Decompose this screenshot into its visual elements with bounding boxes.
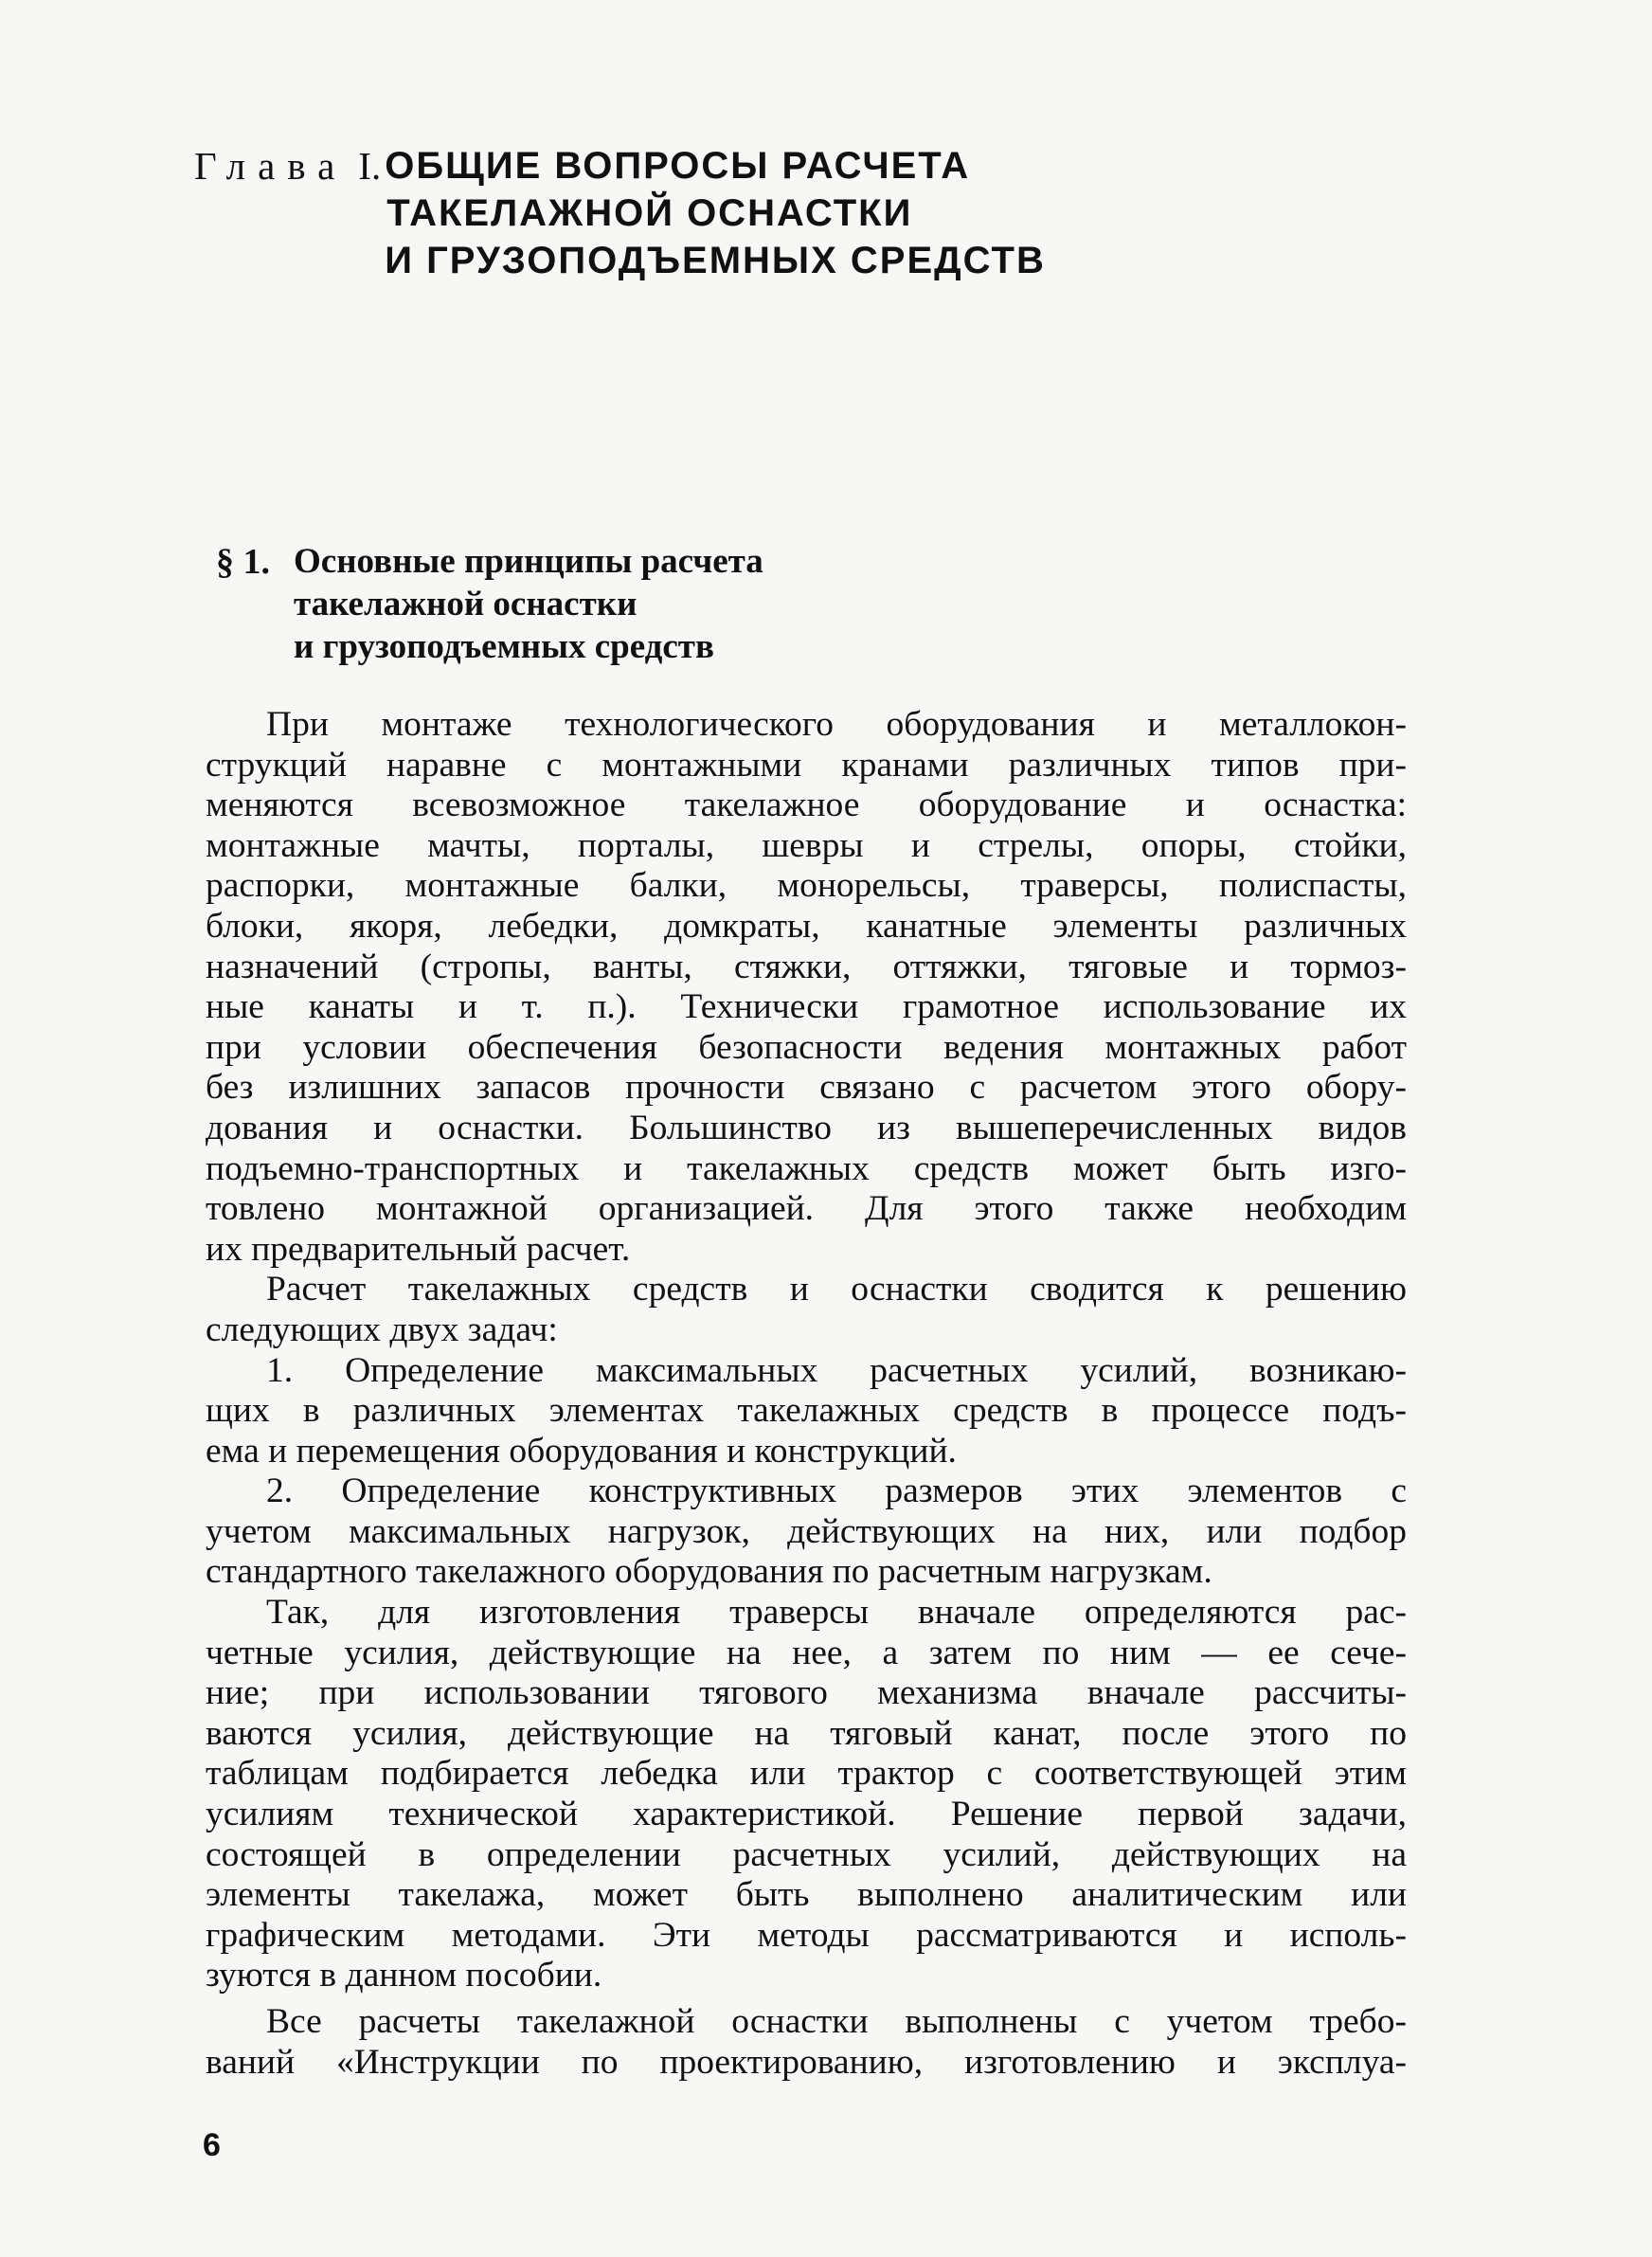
- paragraph: [206, 1351, 1407, 1472]
- text-line: блоки, якоря, лебедки, домкраты, канатные элементы различных: [206, 906, 1407, 946]
- text-line: меняются всевозможное такелажное оборудование и оснастка:: [206, 785, 1407, 825]
- text-line: назначений (стропы, ванты, стяжки, оттяжки, тяговые и тормоз-: [206, 947, 1407, 986]
- text-line: товлено монтажной организацией. Для этого также необходим: [206, 1189, 1407, 1229]
- section-heading: [216, 540, 974, 668]
- text-line: 2. Определение конструктивных размеров этих элементов с: [266, 1472, 1407, 1511]
- section-title-line: Основные принципы расчета: [294, 542, 763, 581]
- section-mark: § 1.: [216, 542, 270, 582]
- text-line: монтажные мачты, порталы, шевры и стрелы, опоры, стойки,: [206, 825, 1407, 865]
- text-line: зуются в данном пособии.: [206, 1956, 602, 1995]
- paragraph: [206, 1270, 1407, 1350]
- text-line: таблицам подбирается лебедка или трактор с соответствующей этим: [206, 1754, 1407, 1794]
- body-text: [206, 705, 1407, 2083]
- text-line: дования и оснастки. Большинство из вышеперечисленных видов: [206, 1108, 1407, 1147]
- paragraph: [206, 2002, 1407, 2083]
- chapter-title-line: ТАКЕЛАЖНОЙ ОСНАСТКИ: [386, 192, 913, 234]
- text-line: подъемно-транспортных и такелажных средств может быть изго-: [206, 1148, 1407, 1188]
- section-title: [294, 540, 763, 668]
- text-line: ваются усилия, действующие на тяговый канат, после этого по: [206, 1713, 1407, 1753]
- text-line: графическим методами. Эти методы рассматриваются и исполь-: [206, 1915, 1407, 1955]
- text-line: без излишних запасов прочности связано с расчетом этого обору-: [206, 1068, 1407, 1108]
- chapter-title-line: ОБЩИЕ ВОПРОСЫ РАСЧЕТА: [385, 145, 971, 187]
- text-line: При монтаже технологического оборудования и металлокон-: [266, 705, 1407, 744]
- chapter-label: Глава: [194, 144, 348, 188]
- text-line: распорки, монтажные балки, монорельсы, траверсы, полиспасты,: [206, 866, 1407, 906]
- text-line: усилиям технической характеристикой. Решение первой задачи,: [206, 1795, 1407, 1834]
- page-number: 6: [203, 2127, 221, 2163]
- text-line: ные канаты и т. п.). Технически грамотное использование их: [206, 987, 1407, 1027]
- paragraph: [206, 1472, 1407, 1593]
- chapter-heading: [194, 142, 1426, 284]
- section-title-line: и грузоподъемных средств: [294, 627, 714, 666]
- chapter-title-line: И ГРУЗОПОДЪЕМНЫХ СРЕДСТВ: [385, 240, 1046, 281]
- text-line: Расчет такелажных средств и оснастки сводится к решению: [266, 1270, 1407, 1309]
- text-line: Так, для изготовления траверсы вначале определяются рас-: [266, 1593, 1407, 1633]
- chapter-title: [385, 142, 1046, 284]
- text-line: щих в различных элементах такелажных средств в процессе подъ-: [206, 1391, 1407, 1431]
- text-line: стандартного такелажного оборудования по расчетным нагрузкам.: [206, 1552, 1212, 1592]
- text-line: при условии обеспечения безопасности ведения монтажных работ: [206, 1027, 1407, 1067]
- section-title-line: такелажной оснастки: [294, 585, 637, 623]
- text-line: 1. Определение максимальных расчетных усилий, возникаю-: [266, 1350, 1407, 1390]
- text-line: струкций наравне с монтажными кранами различных типов при-: [206, 745, 1407, 785]
- text-line: их предварительный расчет.: [206, 1229, 631, 1269]
- text-line: учетом максимальных нагрузок, действующих на них, или подбор: [206, 1511, 1407, 1551]
- text-line: состоящей в определении расчетных усилий, действующих на: [206, 1834, 1407, 1874]
- text-line: четные усилия, действующие на нее, а затем по ним — ее сече-: [206, 1633, 1407, 1672]
- text-line: ние; при использовании тягового механизма вначале рассчиты-: [206, 1673, 1407, 1713]
- paragraph: [206, 705, 1407, 1270]
- text-line: ема и перемещения оборудования и конструкций.: [206, 1431, 957, 1471]
- chapter-number: I.: [358, 144, 382, 188]
- text-line: ваний «Инструкции по проектированию, изготовлению и эксплуа-: [206, 2042, 1407, 2082]
- text-line: элементы такелажа, может быть выполнено аналитическим или: [206, 1875, 1407, 1915]
- text-line: Все расчеты такелажной оснастки выполнены с учетом требо-: [266, 2002, 1407, 2041]
- text-line: следующих двух задач:: [206, 1309, 558, 1349]
- paragraph: [206, 1593, 1407, 1996]
